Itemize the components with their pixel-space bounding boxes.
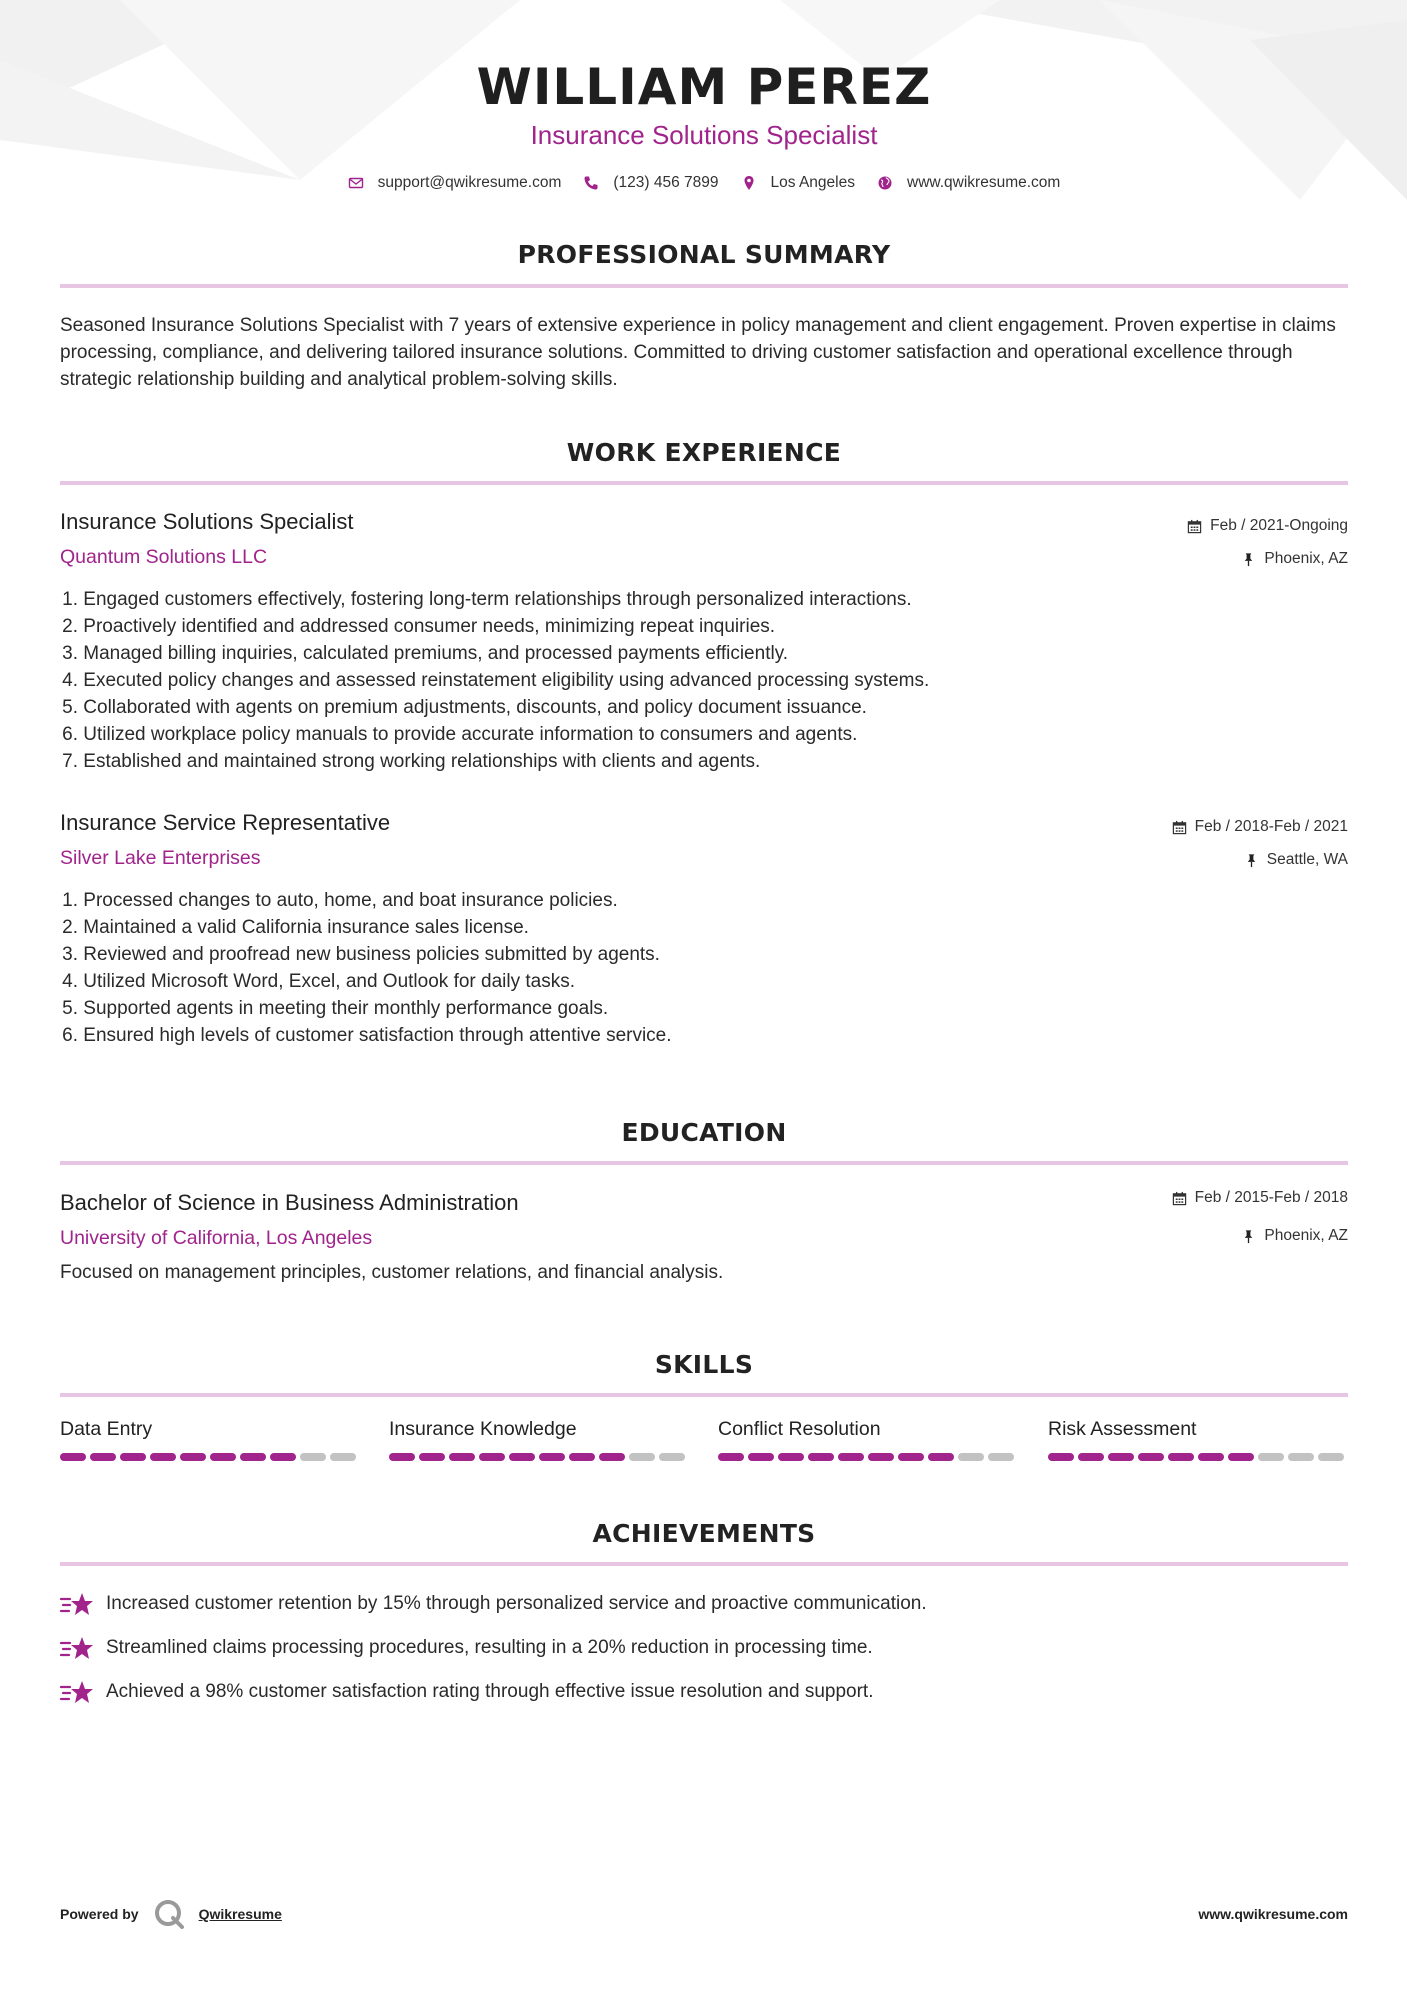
list-item: 4. Utilized Microsoft Word, Excel, and Outlook for daily tasks.: [62, 971, 575, 992]
skill-dot-filled: [1198, 1453, 1224, 1461]
skill-name: Risk Assessment: [1048, 1418, 1197, 1440]
achievement-text: Increased customer retention by 15% through personalized service and proactive communication.: [106, 1593, 927, 1614]
calendar-icon: [1172, 1191, 1187, 1206]
skill-dot-filled: [90, 1453, 116, 1461]
achievements-heading: ACHIEVEMENTS: [592, 1519, 816, 1548]
job-dates-text: Feb / 2021-Ongoing: [1210, 517, 1348, 534]
experience-heading: WORK EXPERIENCE: [566, 438, 842, 467]
shooting-star-icon: [60, 1678, 94, 1706]
skill-dot-filled: [210, 1453, 236, 1461]
education-heading: EDUCATION: [621, 1118, 787, 1147]
education-location-text: Phoenix, AZ: [1264, 1227, 1348, 1244]
shooting-star-icon: [60, 1590, 94, 1618]
list-item: 3. Managed billing inquiries, calculated premiums, and processed payments efficiently.: [62, 643, 789, 664]
skill-rating: [1048, 1453, 1348, 1461]
skill-dot-filled: [778, 1453, 804, 1461]
contact-location: [741, 174, 855, 192]
skills-divider: [60, 1393, 1348, 1397]
job-location: [1244, 851, 1348, 869]
skill-dot-filled: [599, 1453, 625, 1461]
education-description: Focused on management principles, customer relations, and financial analysis.: [60, 1262, 724, 1283]
skill-dot-filled: [539, 1453, 565, 1461]
skill-dot-filled: [180, 1453, 206, 1461]
calendar-icon: [1187, 519, 1202, 534]
resume-page: [60, 0, 1348, 1990]
map-pin-icon: [741, 175, 757, 191]
job-dates-text: Feb / 2018-Feb / 2021: [1194, 818, 1348, 835]
pushpin-icon: [1241, 552, 1256, 567]
skill-dot-filled: [389, 1453, 415, 1461]
skill-dot-filled: [150, 1453, 176, 1461]
skill-dot-filled: [928, 1453, 954, 1461]
skill-dot-empty: [1288, 1453, 1314, 1461]
experience-divider: [60, 481, 1348, 485]
skill-dot-filled: [1078, 1453, 1104, 1461]
skill-dot-empty: [330, 1453, 356, 1461]
job-bullets: [60, 586, 1348, 775]
pushpin-icon: [1241, 1229, 1256, 1244]
list-item: 7. Established and maintained strong working relationships with clients and agents.: [62, 751, 761, 772]
skill-dot-filled: [120, 1453, 146, 1461]
skill-dot-filled: [240, 1453, 266, 1461]
email-text: support@qwikresume.com: [377, 174, 562, 191]
education-dates-text: Feb / 2015-Feb / 2018: [1194, 1189, 1348, 1206]
qwikresume-logo-icon: [153, 1898, 185, 1930]
skill-dot-empty: [1258, 1453, 1284, 1461]
list-item: 5. Supported agents in meeting their monthly performance goals.: [62, 998, 609, 1019]
skill-dot-filled: [1108, 1453, 1134, 1461]
skill-dot-filled: [868, 1453, 894, 1461]
contact-bar: [60, 174, 1348, 192]
envelope-icon: [348, 175, 364, 191]
job-location-text: Phoenix, AZ: [1264, 550, 1348, 567]
skill-dot-filled: [808, 1453, 834, 1461]
skill-item: [1048, 1418, 1348, 1461]
achievement-text: Achieved a 98% customer satisfaction rating through effective issue resolution and support.: [106, 1681, 874, 1702]
summary-text: Seasoned Insurance Solutions Specialist with 7 years of extensive experience in policy management and client engagement. Proven expertise in claims processing, compliance, and delivering tailored insurance solutions. Committed to driving customer satisfaction and operational excellence through strategic relationship building and analytical problem-solving skills.: [60, 315, 1336, 390]
list-item: 1. Engaged customers effectively, fostering long-term relationships through personalized interactions.: [62, 589, 912, 610]
skill-dot-filled: [898, 1453, 924, 1461]
education-location: [1241, 1227, 1348, 1245]
website-text: www.qwikresume.com: [907, 174, 1061, 191]
skill-dot-filled: [509, 1453, 535, 1461]
list-item: 1. Processed changes to auto, home, and boat insurance policies.: [62, 890, 618, 911]
skill-item: [718, 1418, 1018, 1461]
skill-dot-empty: [958, 1453, 984, 1461]
job-dates: [1187, 517, 1348, 535]
skill-item: [60, 1418, 360, 1461]
footer-website[interactable]: www.qwikresume.com: [1198, 1906, 1348, 1922]
school-name: University of California, Los Angeles: [60, 1227, 373, 1249]
skill-dot-filled: [1228, 1453, 1254, 1461]
company-name: Quantum Solutions LLC: [60, 546, 268, 568]
list-item: 2. Proactively identified and addressed consumer needs, minimizing repeat inquiries.: [62, 616, 776, 637]
education-divider: [60, 1161, 1348, 1165]
job-dates: [1172, 818, 1348, 836]
phone-text: (123) 456 7899: [613, 174, 719, 191]
job-location-text: Seattle, WA: [1266, 851, 1348, 868]
education-dates: [1172, 1189, 1348, 1207]
skill-rating: [718, 1453, 1018, 1461]
skill-dot-filled: [449, 1453, 475, 1461]
achievements-divider: [60, 1562, 1348, 1566]
skill-dot-filled: [1168, 1453, 1194, 1461]
skill-dot-filled: [569, 1453, 595, 1461]
footer-powered-by: [60, 1898, 282, 1930]
company-name: Silver Lake Enterprises: [60, 847, 261, 869]
skill-name: Conflict Resolution: [718, 1418, 881, 1440]
skill-rating: [60, 1453, 360, 1461]
skill-dot-filled: [270, 1453, 296, 1461]
shooting-star-icon: [60, 1634, 94, 1662]
job-bullets: [60, 887, 1348, 1049]
summary-divider: [60, 284, 1348, 288]
skill-dot-filled: [1138, 1453, 1164, 1461]
achievement-text: Streamlined claims processing procedures, resulting in a 20% reduction in processing time.: [106, 1637, 873, 1658]
skill-dot-empty: [1318, 1453, 1344, 1461]
job-title: Insurance Solutions Specialist: [60, 509, 354, 534]
skill-dot-empty: [988, 1453, 1014, 1461]
contact-email[interactable]: [348, 174, 562, 192]
achievement-item: [60, 1634, 873, 1662]
location-text: Los Angeles: [770, 174, 855, 191]
skill-dot-filled: [479, 1453, 505, 1461]
candidate-name: WILLIAM PEREZ: [476, 58, 932, 116]
skill-dot-empty: [629, 1453, 655, 1461]
skill-name: Data Entry: [60, 1418, 153, 1440]
skill-dot-filled: [748, 1453, 774, 1461]
job-title: Insurance Service Representative: [60, 810, 391, 835]
skill-rating: [389, 1453, 689, 1461]
contact-phone[interactable]: [583, 174, 718, 192]
list-item: 2. Maintained a valid California insurance sales license.: [62, 917, 529, 938]
skills-heading: SKILLS: [654, 1350, 754, 1379]
summary-heading: PROFESSIONAL SUMMARY: [517, 240, 891, 269]
contact-website[interactable]: [877, 174, 1060, 192]
skill-dot-empty: [659, 1453, 685, 1461]
powered-by-label: Powered by: [60, 1906, 139, 1922]
skill-dot-filled: [718, 1453, 744, 1461]
skill-name: Insurance Knowledge: [389, 1418, 577, 1440]
list-item: 5. Collaborated with agents on premium adjustments, discounts, and policy document issuance.: [62, 697, 867, 718]
list-item: 3. Reviewed and proofread new business policies submitted by agents.: [62, 944, 660, 965]
skill-dot-empty: [300, 1453, 326, 1461]
phone-icon: [583, 175, 599, 191]
globe-icon: [877, 175, 893, 191]
skill-dot-filled: [60, 1453, 86, 1461]
achievement-item: [60, 1678, 873, 1706]
list-item: 4. Executed policy changes and assessed reinstatement eligibility using advanced processing systems.: [62, 670, 930, 691]
skill-dot-filled: [838, 1453, 864, 1461]
skill-dot-filled: [419, 1453, 445, 1461]
skill-item: [389, 1418, 689, 1461]
pushpin-icon: [1244, 853, 1259, 868]
candidate-role: Insurance Solutions Specialist: [530, 120, 878, 150]
achievement-item: [60, 1590, 927, 1618]
brand-link[interactable]: Qwikresume: [198, 1906, 282, 1922]
calendar-icon: [1172, 820, 1187, 835]
list-item: 6. Utilized workplace policy manuals to provide accurate information to consumers and agents.: [62, 724, 858, 745]
skill-dot-filled: [1048, 1453, 1074, 1461]
job-location: [1241, 550, 1348, 568]
degree-title: Bachelor of Science in Business Administration: [60, 1190, 519, 1215]
list-item: 6. Ensured high levels of customer satisfaction through attentive service.: [62, 1025, 672, 1046]
